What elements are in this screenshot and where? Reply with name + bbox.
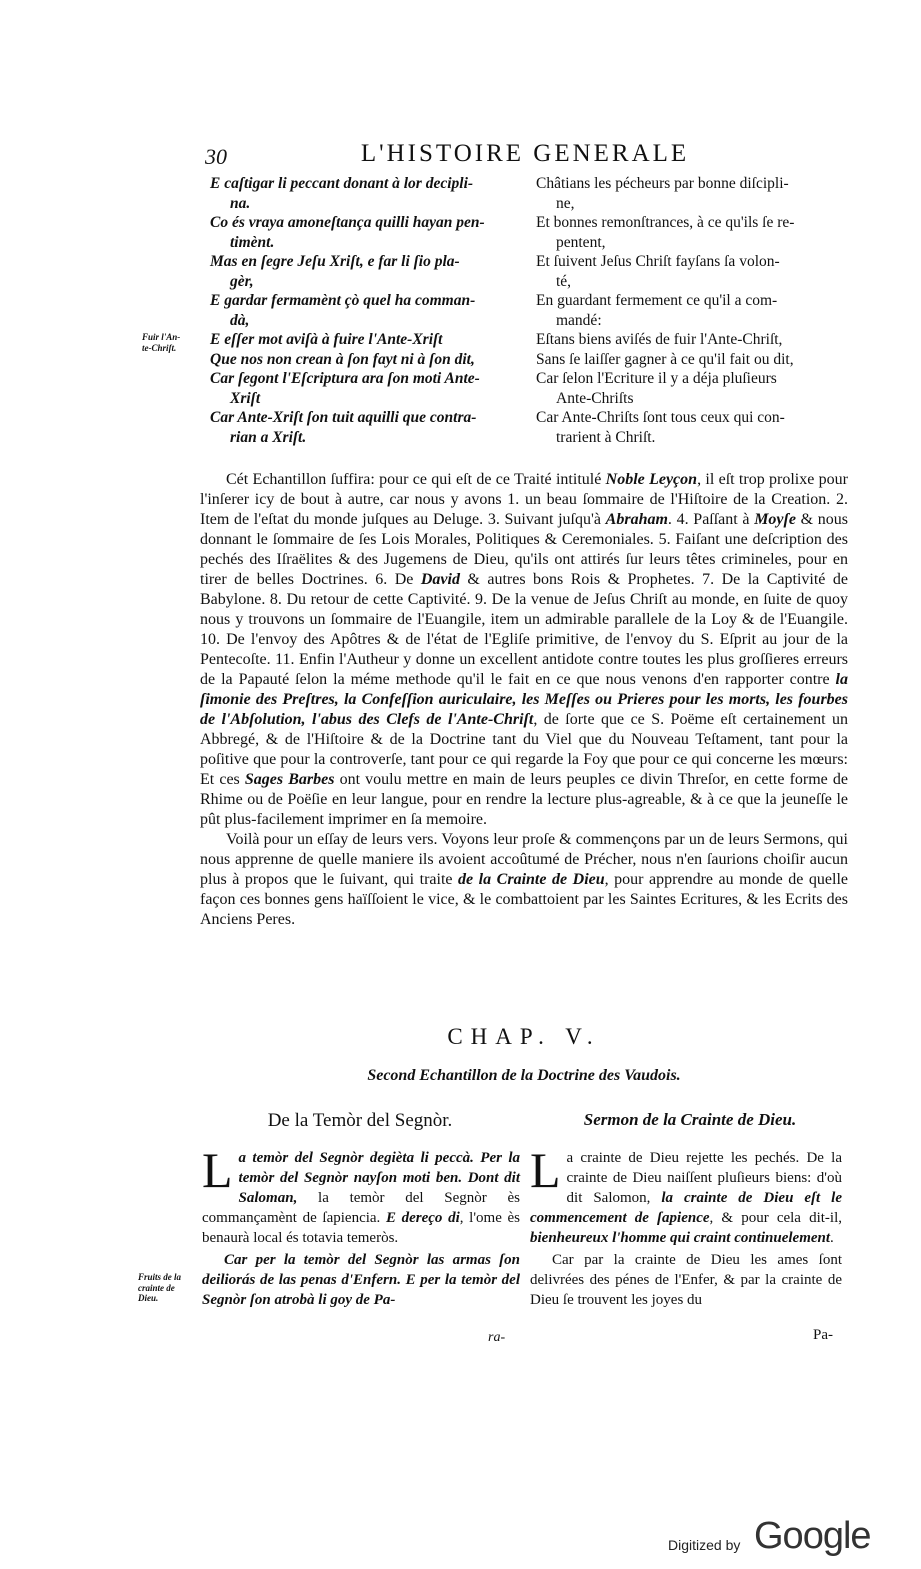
text-run: & autres bons Rois & Prophetes. 7. De la Captivité de Babylone. 8. Du retour de cette Captivité. 9. De la venue de Jeſus Chriſt au monde, en ſuite de quoy nous y trouvons un ſommaire de l'Euangile, item un admirable parallele de la Loy & de l'Euangile. 10. De l'envoy des Apôtres & de l'état de l'Egliſe primitive, de l'envoy du S. Eſprit au jour de la Pentecoſte. 11. Enfin l'Autheur y donne un excellent antidote contre toutes les plus groſſieres erreurs de la Papauté ſelon la méme methode qu'il le fait en ce que nous venons d'en rapporter contre [200, 571, 848, 688]
margin-note-line: Fuir l'An- [142, 332, 181, 342]
verse-line: Eſtans biens aviſés de fuir l'Ante-Chriſt, [536, 331, 783, 348]
verse-line: trarient à Chriſt. [556, 428, 656, 446]
verse-line: Ante-Chriſts [556, 389, 634, 407]
verse-line: gèr, [230, 272, 254, 290]
text-run: E dereço di [385, 1210, 460, 1226]
verse-line: mandé: [556, 311, 602, 329]
page-title: L'HISTOIRE GENERALE [360, 140, 690, 167]
left-column-heading: De la Temòr del Segnòr. [267, 1110, 453, 1131]
sermon-right-paragraph-1 [530, 1142, 842, 1248]
emphasis: la crainte de Dieu eſt le commencement de ſapience [530, 1190, 842, 1226]
text-run: a temòr del Segnòr degièta li peccà. Per la temòr del Segnòr nayſon moti ben. Dont dit Saloman, [238, 1150, 520, 1206]
text-run: Cét Echantillon ſuffira: pour ce qui eſt de ce Traité intitulé [226, 471, 606, 488]
text-run: , pour apprendre au monde de quelle façon ces bonnes gens haïſſoient le vice, & le combattoient par les Saintes Ecritures, & les Ecrits des Anciens Peres. [200, 871, 849, 928]
title-ref: Noble Leyçon [605, 471, 698, 488]
verse-line: timènt. [230, 233, 275, 251]
sermon-left-paragraph-2: Car per la temòr del Segnòr las armas ſon deiliorás de las penas d'Enfern. E per la temòr del Segnòr ſon atrobà li goy de Pa- [202, 1252, 520, 1308]
margin-note-line: te-Chriſt. [142, 342, 177, 353]
text-run: Voilà pour un eſſay de leurs vers. Voyons leur proſe & commençons par un de leurs Sermons, qui nous apprenne de quelle maniere ils avoient accoûtumé de Précher, nous n'en ſaurions choiſir aucun plus à propos que le ſuivant, qui traite [200, 831, 848, 888]
emphasis: Sages Barbes [244, 771, 335, 788]
margin-note-line: Fruits de la [138, 1272, 182, 1282]
text-run: . 4. Paſſant à [667, 511, 755, 528]
digitized-label: Digitized by [668, 1537, 741, 1553]
verse-line: E gardar fermamènt çò quel ha comman- [210, 292, 476, 309]
text-run: , il eſt trop prolixe pour l'inſerer icy de bout à autre, car nous y avons 1. un beau ſommaire de l'Hiſtoire de la Creation. 2. Item de l'eſtat du monde juſques au Deluge. 3. Suivant juſqu'à [200, 471, 848, 528]
text-run: ont voulu mettre en main de leurs peuples ce divin Threſor, en cette forme de Rhime ou de Poëſie en leur langue, pour en rendre la lecture plus-agreable, & à ce que la jeuneſſe le pût plus-facilement imprimer en ſa memoire. [200, 771, 849, 828]
text-run: & nous donnant le ſommaire de ſes Lois Morales, Politiques & Ceremoniales. 5. Faiſant une deſcription des pechés des Iſraëlites & des Jugemens de Dieu, qu'ils ont attirés ſur leurs têtes crimineles, pour en tirer de belles Doctrines. 6. De [200, 511, 849, 588]
text-run: , de ſorte que ce S. Poëme eſt certainement un Abbregé, & de l'Hiſtoire & de la Doctrine tant du Viel que du Nouveau Teſtament, tant pour la poſitive que pour la controverſe, tant pour ce qui regarde la Foy que pour ce qui concerne les mœurs: Et ces [200, 711, 849, 788]
margin-note-fruits [138, 1272, 200, 1304]
catchword-right: Pa- [813, 1327, 833, 1343]
name-ref: David [420, 571, 460, 588]
verse-line: pentent, [556, 233, 606, 251]
verse-line: Car ſegont l'Eſcriptura ara ſon moti Ante- [210, 370, 480, 387]
margin-note-line: crainte de [138, 1282, 175, 1293]
margin-note-line: Dieu. [138, 1293, 159, 1303]
page-number: 30 [205, 144, 227, 169]
sermon-right-column [530, 1142, 842, 1310]
prose-paragraph-2 [200, 830, 848, 930]
text-run: a crainte de Dieu rejette les pechés. De la crainte de Dieu naiſſent pluſieurs biens: d'où dit Salomon, [566, 1150, 842, 1206]
verse-line: Châtians les pécheurs par bonne diſcipli- [536, 175, 789, 192]
prose-block [200, 470, 848, 930]
verse-line: Mas en ſegre Jeſu Xriſt, e far li ſio pla- [210, 253, 460, 270]
chapter-heading: CHAP. V. [447, 1024, 601, 1049]
verse-line: Sans ſe laiſſer gagner à ce qu'il fait ou dit, [536, 350, 794, 368]
prose-paragraph-1 [200, 470, 848, 830]
text-run: , l'ome ès benaurà local és totavia temeròs. [202, 1210, 521, 1246]
sermon-right-paragraph-2: Car par la crainte de Dieu les ames ſont delivrées des pénes de l'Enfer, & par la crainte de Dieu ſe trouvent les joyes du [530, 1252, 842, 1308]
emphasis: de la Crainte de Dieu [458, 871, 605, 888]
drop-cap: L [530, 1142, 561, 1198]
verse-left-column [210, 174, 528, 447]
emphasis: bienheureux l'homme qui craint continuelement [530, 1230, 831, 1246]
google-logo: Google [754, 1515, 871, 1557]
verse-line: Co és vraya amoneſtança quilli hayan pen- [210, 214, 485, 231]
verse-right-column [536, 174, 848, 447]
drop-cap: L [202, 1142, 233, 1198]
verse-line: Car Ante-Xriſt ſon tuit aquilli que contra- [210, 409, 477, 426]
verse-line: Car ſelon l'Ecriture il y a déja pluſieurs [536, 370, 777, 387]
verse-line: rian a Xriſt. [230, 428, 307, 446]
verse-line: té, [556, 272, 572, 290]
emphasis: la ſimonie des Preſtres, la Confeſſion auriculaire, les Meſſes ou Prieres pour les morts, les fourbes de l'Abſolution, l'abus des Clefs de l'Ante-Chriſt [200, 671, 848, 728]
name-ref: Abraham [605, 511, 668, 528]
sermon-left-column [202, 1142, 521, 1310]
name-ref: Moyſe [754, 511, 796, 528]
catchword-left: ra- [488, 1330, 506, 1345]
text-run: , & pour cela dit-il, [709, 1210, 842, 1226]
right-column-heading: Sermon de la Crainte de Dieu. [583, 1110, 797, 1129]
digitized-by-google-watermark [668, 1515, 878, 1561]
verse-line: na. [230, 194, 251, 212]
text-run: la temòr del Segnòr ès commançamènt de ſapiencia. [202, 1190, 520, 1226]
verse-line: ne, [556, 194, 575, 212]
running-head [205, 140, 845, 172]
sermon-left-paragraph-1 [202, 1142, 521, 1248]
verse-line: En guardant fermement ce qu'il a com- [536, 292, 778, 309]
verse-line: E caſtigar li peccant donant à lor decipli- [210, 175, 474, 192]
verse-line: Car Ante-Chriſts ſont tous ceux qui con- [536, 409, 785, 426]
verse-line: Xriſt [230, 389, 261, 407]
text-run: . [830, 1230, 834, 1246]
verse-line: Que nos non crean à ſon fayt ni à ſon dit, [210, 350, 475, 368]
verse-line: dà, [230, 311, 250, 329]
verse-line: E eſſer mot aviſà à fuire l'Ante-Xriſt [210, 331, 443, 348]
chapter-subtitle: Second Echantillon de la Doctrine des Vaudois. [367, 1067, 681, 1084]
margin-note-ante-christ [142, 332, 206, 353]
verse-line: Et bonnes remonſtrances, à ce qu'ils ſe re- [536, 214, 795, 231]
verse-line: Et ſuivent Jeſus Chriſt fayſans ſa volon- [536, 253, 780, 270]
